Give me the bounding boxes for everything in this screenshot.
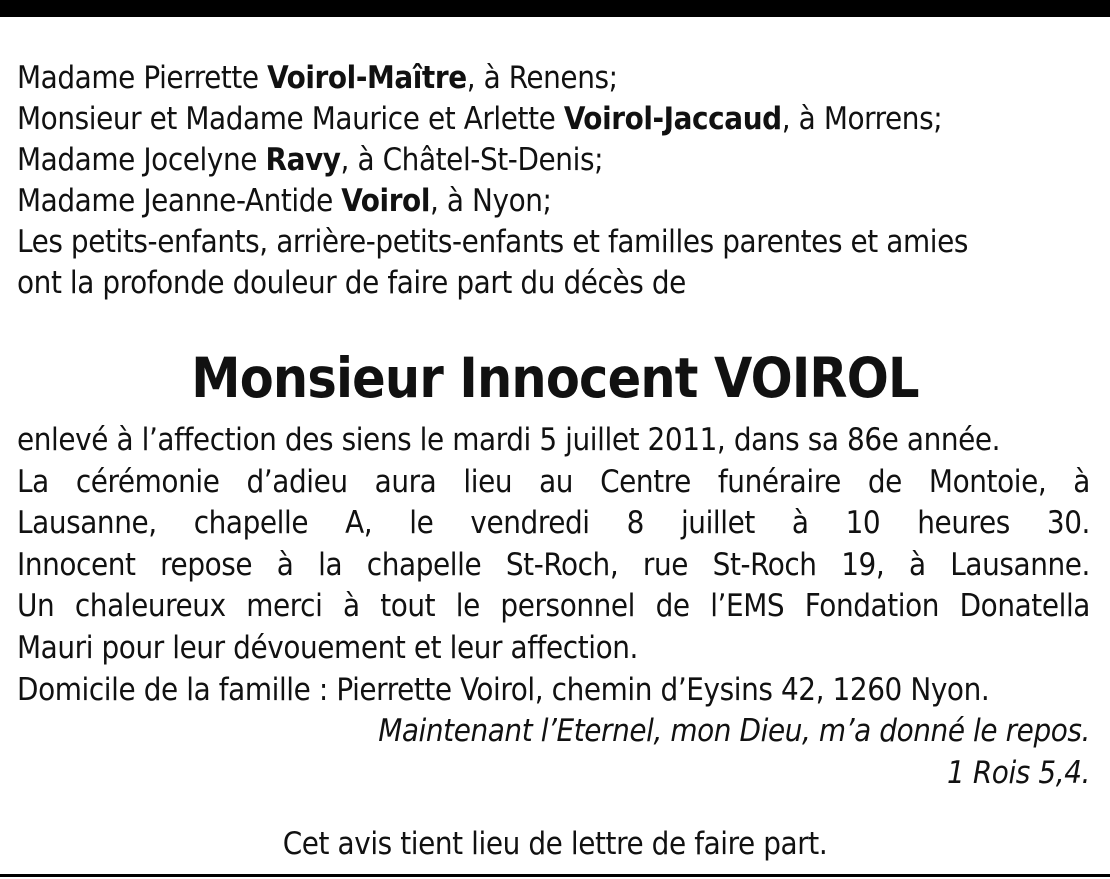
family-line-place: , à Morrens; — [781, 101, 943, 137]
family-line — [17, 99, 1102, 140]
bottom-border-rule — [0, 874, 1110, 877]
family-line — [17, 58, 1102, 99]
top-border-rule — [0, 0, 1110, 17]
bible-quote-reference: 1 Rois 5,4. — [947, 754, 1090, 791]
family-surname: Voirol-Maître — [267, 60, 467, 96]
body-line: Un chaleureux merci à tout le personnel de l’EMS Fondation Donatella — [17, 588, 1090, 625]
family-announcement — [17, 58, 1102, 304]
deceased-name-heading: Monsieur Innocent VOIROL — [191, 346, 919, 410]
body-line: enlevé à l’affection des siens le mardi 5 juillet 2011, dans sa 86e année. — [17, 422, 1001, 458]
family-line-text: Monsieur et Madame Maurice et Arlette — [17, 101, 564, 137]
bible-quote: Maintenant l’Eternel, mon Dieu, m’a donné le repos. — [378, 713, 1090, 750]
family-line-text: Les petits-enfants, arrière-petits-enfants et familles parentes et amies — [17, 224, 968, 260]
family-line-text: Madame Jeanne-Antide — [17, 183, 342, 219]
body-line: Lausanne, chapelle A, le vendredi 8 juillet à 10 heures 30. — [17, 505, 1090, 542]
body-line: Domicile de la famille : Pierrette Voirol, chemin d’Eysins 42, 1260 Nyon. — [17, 671, 990, 708]
family-surname: Voirol — [341, 183, 430, 219]
family-line — [17, 140, 1102, 181]
closing-note: Cet avis tient lieu de lettre de faire part. — [282, 826, 828, 862]
family-line-text: Madame Pierrette — [17, 60, 268, 96]
family-line-place: , à Châtel-St-Denis; — [340, 142, 604, 178]
family-line — [17, 263, 1102, 304]
family-surname: Voirol-Jaccaud — [563, 101, 782, 137]
body-line: La cérémonie d’adieu aura lieu au Centre funéraire de Montoie, à — [17, 463, 1090, 500]
family-line — [17, 181, 1102, 222]
family-surname: Ravy — [265, 142, 341, 178]
family-line-text: Madame Jocelyne — [17, 142, 266, 178]
body-line: Innocent repose à la chapelle St-Roch, rue St-Roch 19, à Lausanne. — [17, 546, 1090, 583]
family-line-place: , à Renens; — [466, 60, 618, 96]
family-line — [17, 222, 1102, 263]
body-line: Mauri pour leur dévouement et leur affection. — [17, 629, 638, 666]
notice-body — [17, 420, 1090, 794]
family-line-place: , à Nyon; — [429, 183, 552, 219]
family-line-text: ont la profonde douleur de faire part du décès de — [17, 265, 686, 301]
